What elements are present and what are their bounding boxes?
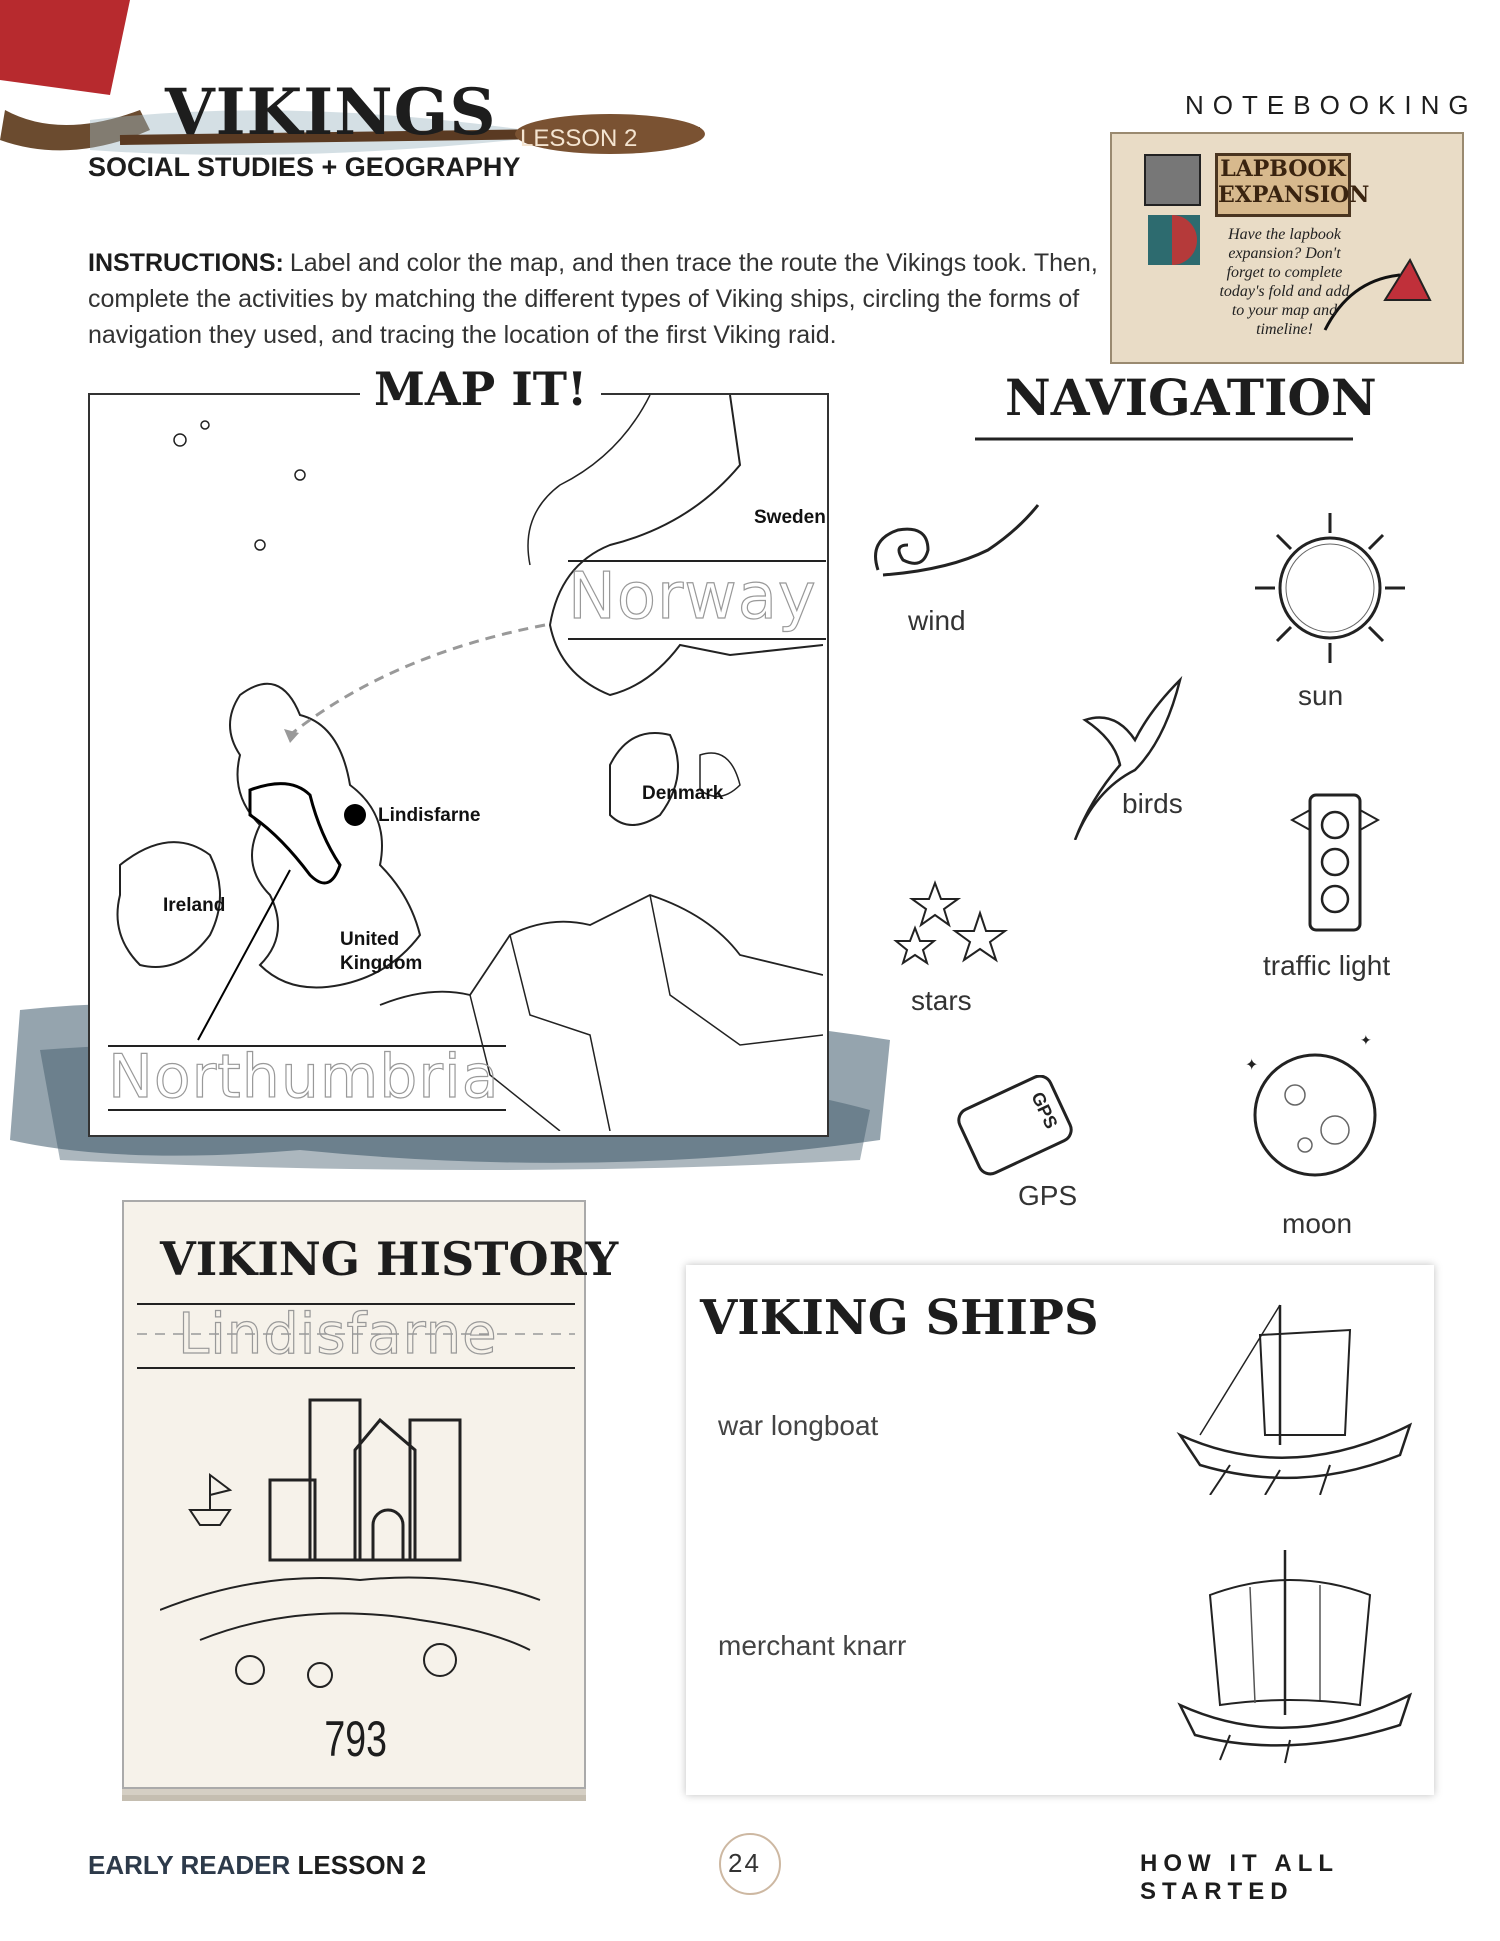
page-title: VIKINGS bbox=[165, 75, 497, 150]
instructions-label: INSTRUCTIONS: bbox=[88, 249, 284, 277]
map-label-sweden: Sweden bbox=[754, 507, 826, 528]
instructions-text: Label and color the map, and then trace the route the Vikings took. Then, complete the activities by matching the different types of Viking ships, circling the forms of navigation they used, and tracing the location of the first Viking raid. bbox=[88, 249, 1098, 349]
sun-icon[interactable] bbox=[1250, 508, 1410, 668]
nav-label-moon: moon bbox=[1282, 1208, 1353, 1239]
traffic-light-icon[interactable] bbox=[1290, 790, 1380, 940]
nav-label-gps: GPS bbox=[1018, 1180, 1078, 1211]
notebooking-label: NOTEBOOKING bbox=[1185, 90, 1478, 120]
map-label-lindisfarne: Lindisfarne bbox=[378, 805, 481, 826]
page-number: 24 bbox=[728, 1848, 761, 1878]
lapbook-expansion-text: Have the lapbook expansion? Don't forget to complete today's fold and add to your map and timeline! bbox=[1219, 226, 1350, 338]
navigation-title: NAVIGATION bbox=[1005, 368, 1377, 427]
abbey-illustration bbox=[160, 1390, 550, 1700]
nav-label-sun: sun bbox=[1298, 680, 1344, 711]
gps-phone-icon[interactable] bbox=[940, 1075, 1090, 1185]
svg-text:✦: ✦ bbox=[1245, 1055, 1259, 1074]
lapbook-expansion-title: LAPBOOK EXPANSION bbox=[1215, 153, 1351, 217]
stars-icon[interactable] bbox=[890, 878, 1020, 978]
lesson-tag: LESSON 2 bbox=[520, 125, 638, 152]
viking-ships-title: VIKING SHIPS bbox=[700, 1290, 1099, 1346]
war-longboat-illustration[interactable] bbox=[1170, 1295, 1420, 1495]
instructions bbox=[88, 245, 1118, 353]
trace-word-lindisfarne[interactable]: Lindisfarne bbox=[178, 1302, 498, 1367]
ship-label-war-longboat[interactable]: war longboat bbox=[718, 1410, 879, 1441]
page-subtitle: SOCIAL STUDIES + GEOGRAPHY bbox=[88, 152, 521, 182]
map-label-united-kingdom: United Kingdom bbox=[340, 929, 423, 974]
viking-history-title: VIKING HISTORY bbox=[160, 1232, 619, 1286]
viking-history-year: 793 bbox=[324, 1711, 388, 1767]
map-outline bbox=[90, 395, 823, 1131]
wind-icon[interactable] bbox=[868, 500, 1048, 600]
gps-phone-text: GPS bbox=[1027, 1088, 1062, 1132]
footer-unit: HOW IT ALL STARTED bbox=[1140, 1850, 1339, 1905]
nav-label-traffic-light: traffic light bbox=[1263, 950, 1391, 981]
trace-word-northumbria[interactable]: Northumbria bbox=[108, 1042, 500, 1112]
map-label-ireland: Ireland bbox=[163, 895, 226, 916]
trace-word-norway[interactable]: Norway bbox=[568, 560, 817, 634]
nav-label-wind: wind bbox=[908, 605, 966, 636]
map-title: MAP IT! bbox=[360, 362, 601, 416]
map-label-denmark: Denmark bbox=[642, 783, 724, 804]
merchant-knarr-illustration[interactable] bbox=[1170, 1545, 1420, 1765]
ship-label-merchant-knarr[interactable]: merchant knarr bbox=[718, 1630, 907, 1661]
svg-text:✦: ✦ bbox=[1360, 1033, 1372, 1049]
nav-label-birds: birds bbox=[1122, 788, 1183, 819]
navigation-title-underline bbox=[975, 434, 1355, 444]
moon-icon[interactable] bbox=[1225, 1025, 1395, 1185]
nav-label-stars: stars bbox=[911, 985, 972, 1016]
footer-series: EARLY READER LESSON 2 bbox=[88, 1850, 427, 1880]
